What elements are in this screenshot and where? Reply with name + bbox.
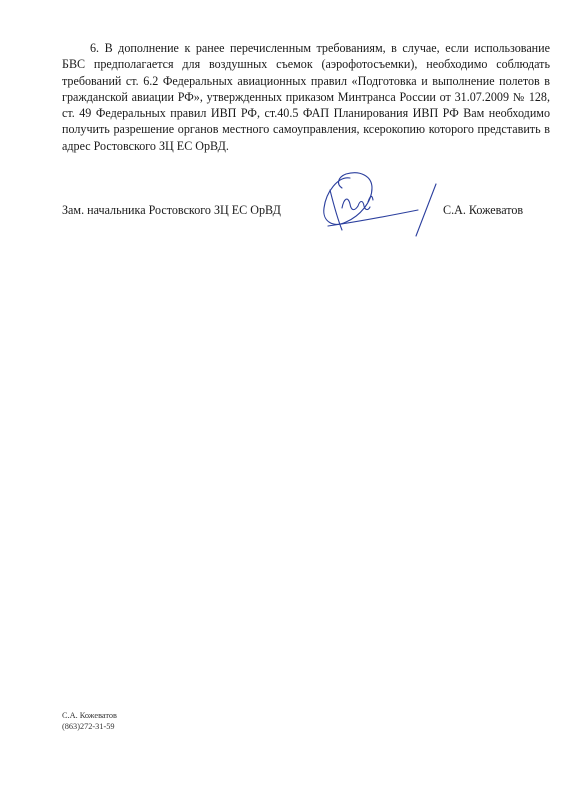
signature-row bbox=[62, 202, 550, 220]
signatory-name: С.А. Кожеватов bbox=[443, 203, 524, 217]
paragraph-item-6: 6. В дополнение к ранее перечисленным требованиям, в случае, если использование БВС предполагается для воздушных съемок (аэрофотосъемки), необходимо соблюдать требований ст. 6.2 Федеральных авиационных правил «Подготовка и выполнение полетов в гражданской авиации РФ», утвержденных приказом Минтранса России от 31.07.2009 № 128, ст. 49 Федеральных правил ИВП РФ, ст.40.5 ФАП Планирования ИВП РФ Вам необходимо получить разрешение органов местного самоуправления, ксерокопию которого представить в адрес Ростовского ЗЦ ЕС ОрВД. bbox=[62, 41, 550, 153]
executor-phone: (863)272-31-59 bbox=[62, 722, 115, 731]
executor-footer bbox=[62, 710, 117, 732]
handwritten-signature bbox=[316, 166, 441, 238]
executor-name: С.А. Кожеватов bbox=[62, 711, 117, 720]
signatory-position: Зам. начальника Ростовского ЗЦ ЕС ОрВД bbox=[62, 203, 281, 217]
